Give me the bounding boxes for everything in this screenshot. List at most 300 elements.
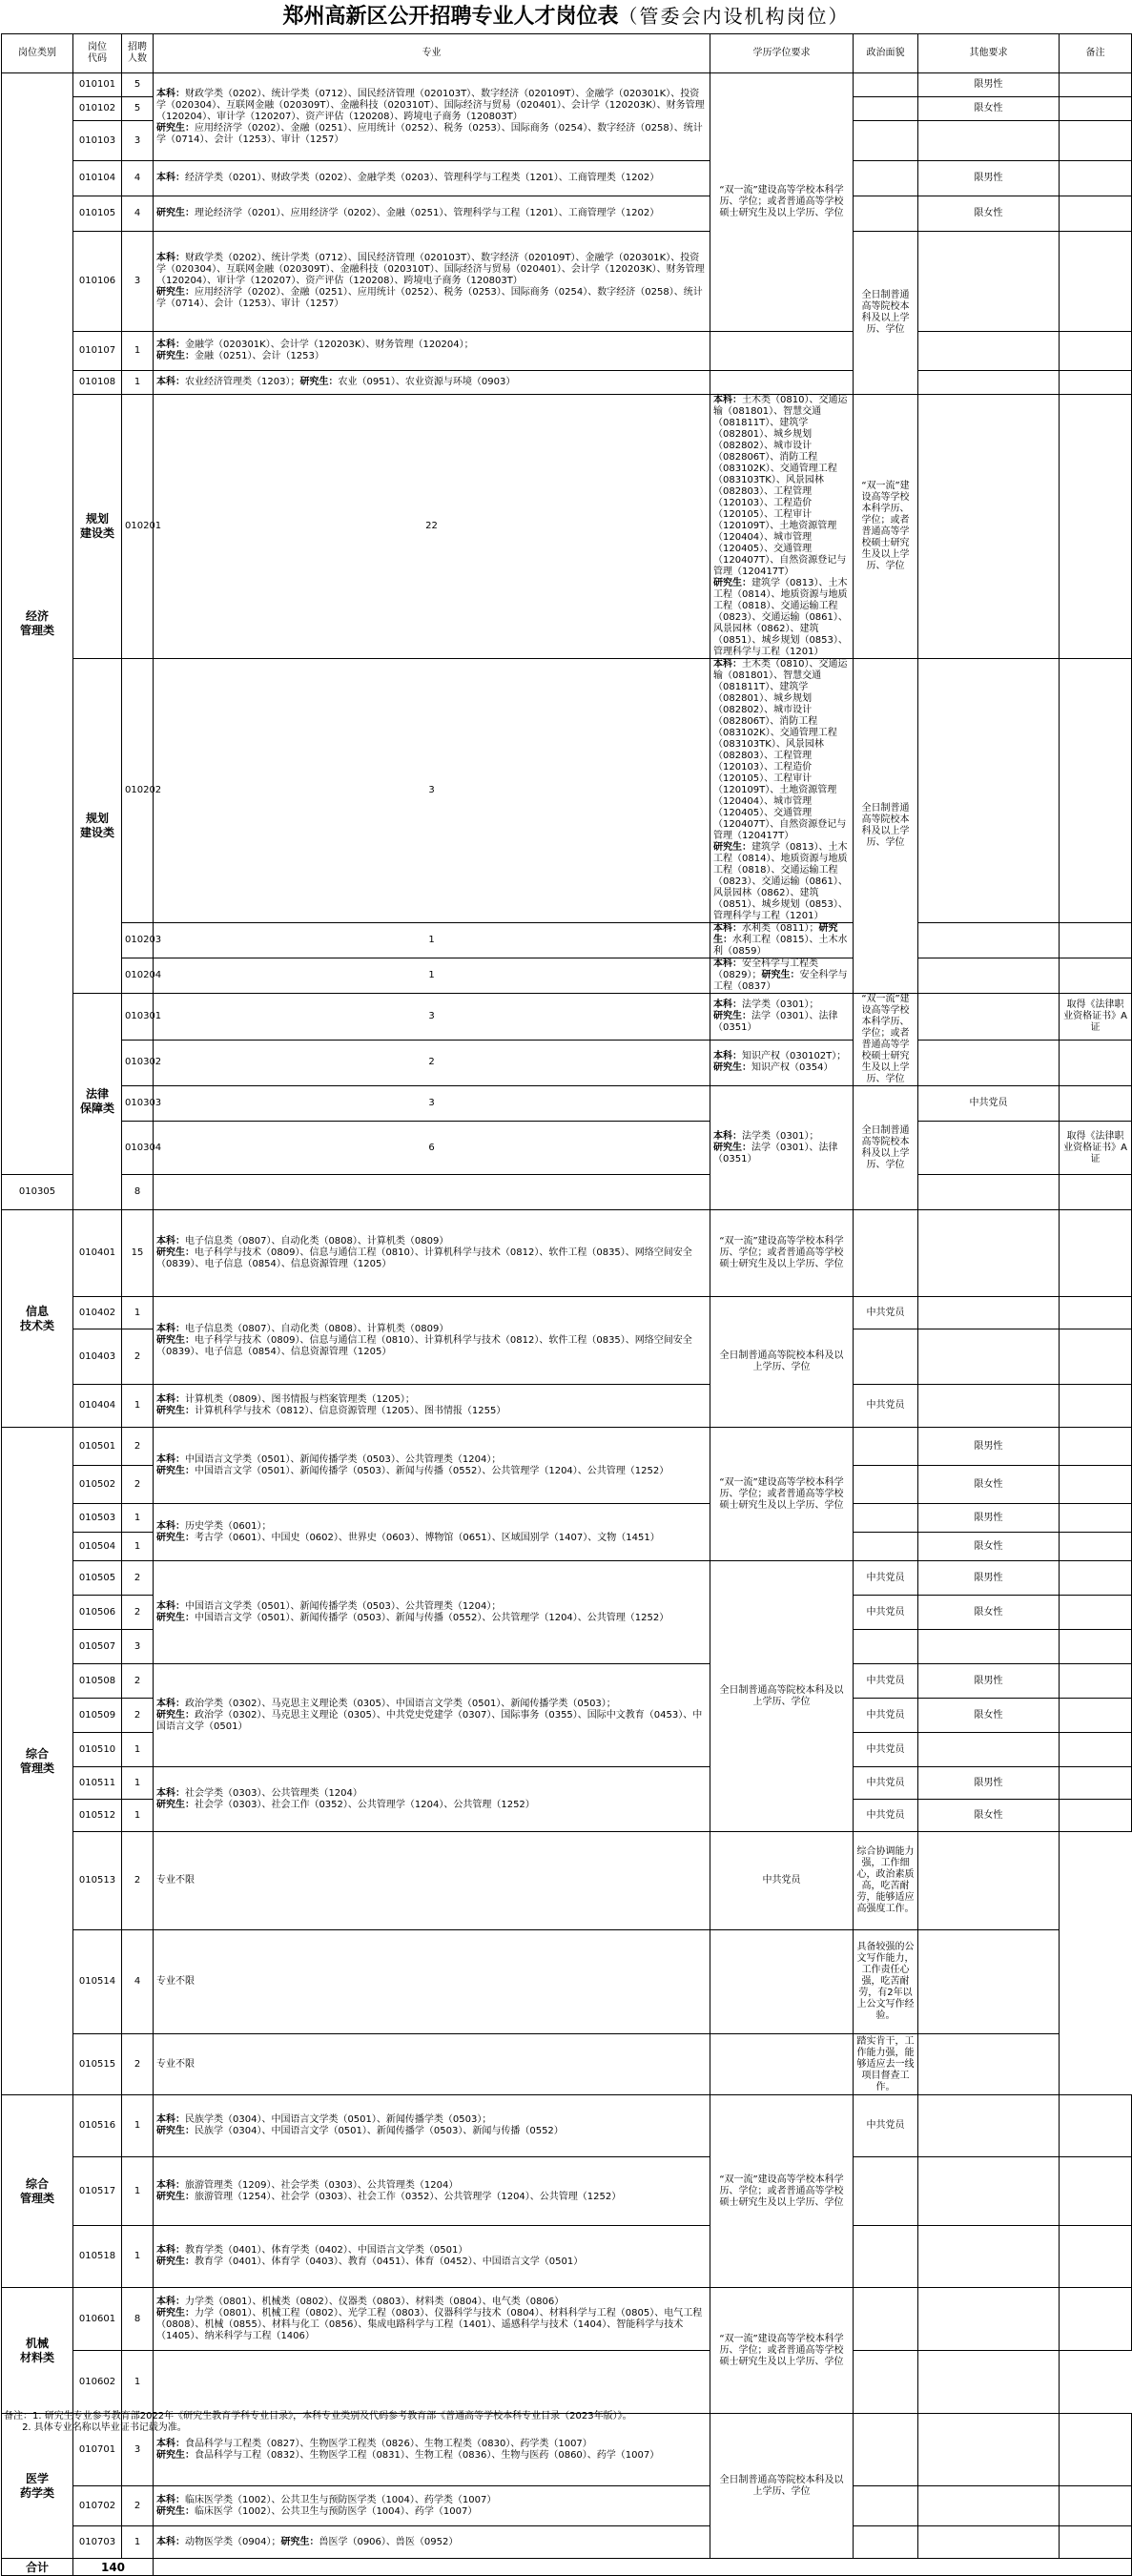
- grad-majors: 理论经济学（0201）、应用经济学（0202）、金融（0251）、管理科学与工程（1201）、工商管理学（1202）: [195, 208, 660, 218]
- table-row: [2, 1832, 1132, 1930]
- political-status: [854, 2414, 918, 2486]
- undergrad-label: 本科：: [713, 395, 742, 405]
- education-requirement: “双一流”建设高等学校本科学历、学位；或者普通高等学校硕士研究生及以上学历、学位: [710, 1428, 854, 1561]
- grad-label: 研究生：: [156, 1334, 195, 1346]
- grad-label: 研究生：: [299, 377, 339, 387]
- undergrad-label: 本科：: [156, 1698, 185, 1709]
- grad-label: 研究生：: [713, 1142, 751, 1153]
- major-cell: [154, 1561, 710, 1664]
- grad-label: 研究生：: [156, 2126, 195, 2136]
- major-cell: [710, 659, 854, 923]
- major-cell: [154, 1767, 710, 1832]
- political-status: [918, 1040, 1060, 1086]
- education-requirement: 全日制普通高等院校本科及以上学历、学位: [710, 1297, 854, 1428]
- remark-cell: [1060, 1800, 1132, 1832]
- remark-cell: [918, 2034, 1060, 2095]
- table-row: [2, 1040, 1132, 1086]
- undergrad-label: 本科：: [713, 1051, 742, 1062]
- undergrad-label: 本科：: [156, 1520, 185, 1532]
- headcount: 4: [122, 1930, 154, 2034]
- other-requirement: [918, 2486, 1060, 2526]
- undergrad-majors: 社会学类（0303）、公共管理类（1204）: [185, 1787, 362, 1799]
- remark-cell: [1060, 121, 1132, 161]
- footnote-2: 2. 具体专业名称以毕业证书记载为准。: [4, 2422, 187, 2433]
- position-code: 010503: [73, 1504, 122, 1533]
- table-row: [2, 232, 1132, 332]
- grad-label: 研究生：: [156, 1532, 195, 1543]
- remark-cell: [918, 1930, 1060, 2034]
- header-row: [2, 34, 1132, 73]
- grad-label: 研究生：: [713, 1010, 751, 1021]
- remark-cell: [1060, 1175, 1132, 1210]
- political-status: 中共党员: [854, 1767, 918, 1800]
- title-main: 郑州高新区公开招聘专业人才岗位表: [282, 4, 619, 29]
- position-code: 010509: [73, 1699, 122, 1733]
- political-status: [918, 232, 1060, 332]
- other-requirement: [918, 2095, 1060, 2157]
- headcount: 6: [154, 1122, 710, 1175]
- position-code: 010506: [73, 1596, 122, 1630]
- position-code: 010204: [122, 958, 154, 994]
- total-label: 合计: [2, 2559, 73, 2576]
- headcount: 1: [122, 1767, 154, 1800]
- political-status: [854, 1428, 918, 1466]
- headcount: 2: [122, 1329, 154, 1385]
- header-remark: 备注: [1060, 34, 1132, 73]
- other-requirement: [918, 1733, 1060, 1767]
- political-status: 中共党员: [854, 1733, 918, 1767]
- table-row: [2, 2486, 1132, 2526]
- table-row: [2, 2288, 1132, 2351]
- table-row: [2, 1428, 1132, 1466]
- other-requirement: 限男性: [918, 1664, 1060, 1699]
- political-status: [854, 2486, 918, 2526]
- education-requirement: “双一流”建设高等学校本科学历、学位；或者普通高等学校硕士研究生及以上学历、学位: [710, 2095, 854, 2288]
- political-status: [854, 97, 918, 121]
- remark-cell: [1060, 73, 1132, 97]
- position-code: 010504: [73, 1533, 122, 1561]
- other-requirement: [918, 1297, 1060, 1329]
- grad-majors: 安全科学与工程（0837）: [713, 970, 848, 992]
- grad-majors: 建筑学（0813）、土木工程（0814）、地质资源与地质工程（0818）、交通运输工程（0823）、交通运输（0861）、风景园林（0862）、建筑（0851）、城乡规划（0853）、管理科学与工程（1201）: [713, 578, 848, 657]
- grad-label: 研究生：: [156, 122, 195, 134]
- grad-label: 研究生：: [156, 2257, 195, 2267]
- category-cell: 规划 建设类: [73, 659, 122, 994]
- grad-majors: 临床医学（1002）、公共卫生与预防医学（1004）、药学（1007）: [195, 2505, 478, 2517]
- remark-cell: [1060, 1385, 1132, 1428]
- position-code: 010104: [73, 161, 122, 196]
- grad-label: 研究生：: [713, 1062, 751, 1074]
- headcount: 1: [122, 2157, 154, 2226]
- political-status: [710, 2034, 854, 2095]
- political-status: [854, 1630, 918, 1664]
- position-code: 010203: [122, 923, 154, 958]
- undergrad-label: 本科：: [156, 1236, 185, 1247]
- major-cell: [154, 2034, 710, 2095]
- table-row: [2, 2034, 1132, 2095]
- political-status: [918, 923, 1060, 958]
- headcount: 1: [122, 1800, 154, 1832]
- undergrad-majors: 财政学类（0202）、统计学类（0712）、国民经济管理（020103T）、数字经济（020109T）、金融学（020301K）、投资学（020304）、互联网金融（020309T）、金融科技（020310T）、国际经济与贸易（020401）、会计学（120203K）、财务管理（120204）、审计学（120207）、资产评估（120208）、跨境电子商务（120803T）: [156, 88, 705, 122]
- education-requirement: 全日制普通高等院校本科及以上学历、学位: [710, 2414, 854, 2559]
- political-status: 中共党员: [854, 1699, 918, 1733]
- grad-majors: 兽医学（0906）、兽医（0952）: [319, 2536, 459, 2547]
- grad-majors: 民族学（0304）、中国语言文学（0501）、新闻传播学（0503）、新闻与传播（0552）: [195, 2126, 564, 2136]
- total-empty: [154, 2559, 1132, 2576]
- category-cell: 规划 建设类: [73, 395, 122, 659]
- grad-label: 研究生：: [156, 1612, 195, 1623]
- headcount: 2: [122, 1699, 154, 1733]
- political-status: [918, 395, 1060, 659]
- headcount: 1: [122, 332, 154, 371]
- position-code: 010507: [73, 1630, 122, 1664]
- undergrad-label: 本科：: [156, 1323, 185, 1334]
- total-row: [2, 2559, 1132, 2576]
- headcount: 4: [122, 161, 154, 196]
- table-row: [2, 1175, 1132, 1210]
- headcount: 1: [122, 2351, 154, 2414]
- other-requirement: [918, 1385, 1060, 1428]
- remark-cell: [1060, 1504, 1132, 1533]
- undergrad-label: 本科：: [156, 253, 185, 263]
- undergrad-label: 本科：: [713, 659, 742, 670]
- major-cell: [710, 395, 854, 659]
- other-requirement: [918, 371, 1060, 395]
- major-cell: [154, 2526, 710, 2559]
- grad-majors: 建筑学（0813）、土木工程（0814）、地质资源与地质工程（0818）、交通运输工程（0823）、交通运输（0861）、风景园林（0862）、建筑（0851）、城乡规划（0853）、管理科学与工程（1201）: [713, 842, 848, 921]
- undergrad-label: 本科：: [156, 340, 185, 350]
- other-requirement: 踏实肯干，工作能力强，能够适应去一线项目督查工作。: [854, 2034, 918, 2095]
- category-cell: 信息 技术类: [2, 1210, 73, 1428]
- headcount: 2: [122, 1664, 154, 1699]
- education-requirement: “双一流”建设高等学校本科学历、学位；或者普通高等学校硕士研究生及以上学历、学位: [710, 1210, 854, 1297]
- remark-cell: [1060, 2486, 1132, 2526]
- header-other: 其他要求: [918, 34, 1060, 73]
- category-cell: 综合 管理类: [2, 2095, 73, 2288]
- grad-majors: 中国语言文学（0501）、新闻传播学（0503）、新闻与传播（0552）、公共管理学（1204）、公共管理（1252）: [195, 1612, 669, 1623]
- other-requirement: [918, 1329, 1060, 1385]
- position-code: 010502: [73, 1466, 122, 1504]
- undergrad-majors: 安全科学与工程类（0829）；: [713, 958, 818, 980]
- major-cell: [154, 2288, 710, 2351]
- major-cell: [154, 1504, 710, 1561]
- grad-majors: 教育学（0401）、体育学（0403）、教育（0451）、体育（0452）、中国语言文学（0501）: [195, 2257, 584, 2267]
- other-requirement: [918, 2526, 1060, 2559]
- position-code: 010108: [73, 371, 122, 395]
- political-status: [854, 1533, 918, 1561]
- grad-label: 研究生：: [156, 1465, 195, 1476]
- grad-majors: 金融（0251）、会计（1253）: [195, 351, 324, 361]
- position-code: 010511: [73, 1767, 122, 1800]
- headcount: 1: [122, 1533, 154, 1561]
- political-status: 中共党员: [854, 1561, 918, 1596]
- political-status: 中共党员: [854, 1297, 918, 1329]
- education-requirement: 全日制普通高等院校本科及以上学历、学位: [710, 1561, 854, 1832]
- remark-cell: [1060, 1329, 1132, 1385]
- undergrad-label: 本科：: [156, 173, 185, 183]
- position-code: 010201: [122, 395, 154, 659]
- other-requirement: [1060, 232, 1132, 332]
- major-cell: [154, 1297, 710, 1385]
- undergrad-label: 本科：: [156, 1600, 185, 1612]
- other-requirement: [1060, 1040, 1132, 1086]
- table-row: [2, 1930, 1132, 2034]
- header-political: 政治面貌: [854, 34, 918, 73]
- table-row: [2, 2351, 1132, 2414]
- major-cell: [154, 2226, 710, 2288]
- positions-table: [1, 33, 1132, 2576]
- table-row: [2, 1385, 1132, 1428]
- grad-label: 研究生：: [156, 1247, 195, 1258]
- undergrad-majors: 中国语言文学类（0501）、新闻传播学类（0503）、公共管理类（1204）；: [185, 1453, 502, 1465]
- other-requirement: 限女性: [918, 1596, 1060, 1630]
- title-sub: （管委会内设机构岗位）: [618, 5, 850, 28]
- header-count: 招聘 人数: [122, 34, 154, 73]
- grad-majors: 农业（0951）、农业资源与环境（0903）: [338, 377, 516, 387]
- undergrad-label: 本科：: [713, 1130, 742, 1142]
- undergrad-label: 本科：: [156, 2536, 185, 2547]
- headcount: 2: [122, 1466, 154, 1504]
- remark-cell: [1060, 1210, 1132, 1297]
- remark-cell: [1060, 371, 1132, 395]
- undergrad-majors: 土木类（0810）、交通运输（081801）、智慧交通（081811T）、建筑学（082801）、城乡规划（082802）、城市设计（082806T）、消防工程（083102K）、交通管理工程（083103TK）、风景园林（082803）、工程管理（120103）、工程造价（120105）、工程审计（120109T）、土地资源管理（120404）、城市管理（120405）、交通管理（120407T）、自然资源登记与管理（120417T）: [713, 659, 848, 841]
- other-requirement: 限女性: [918, 196, 1060, 232]
- undergrad-majors: 教育学类（0401）、体育学类（0402）、中国语言文学类（0501）: [185, 2245, 468, 2256]
- grad-majors: 法学（0301）、法律（0351）: [713, 1010, 838, 1033]
- undergrad-label: 本科：: [156, 377, 185, 387]
- other-requirement: [1060, 659, 1132, 923]
- remark-cell: [1060, 1466, 1132, 1504]
- undergrad-majors: 历史学类（0601）；: [185, 1520, 272, 1532]
- position-code: 010202: [122, 659, 154, 923]
- major-cell: [710, 923, 854, 958]
- headcount: 22: [154, 395, 710, 659]
- grad-majors: 力学（0801）、机械工程（0802）、光学工程（0803）、仪器科学与技术（0804）、材料科学与工程（0805）、电气工程（0808）、机械（0855）、材料与化工（0856）、集成电路科学与工程（1401）、遥感科学与技术（1404）、智能科学与技术（1405）、纳米科学与工程（1406）: [156, 2307, 703, 2341]
- headcount: 4: [122, 196, 154, 232]
- major-cell: [154, 1832, 710, 1930]
- undergrad-label: 本科：: [156, 2296, 185, 2307]
- header-category: 岗位类别: [2, 34, 73, 73]
- political-status: 中共党员: [918, 1086, 1060, 1122]
- headcount: 3: [154, 659, 710, 923]
- major-cell: [154, 1664, 710, 1767]
- undergrad-majors: 民族学类（0304）、中国语言文学类（0501）、新闻传播学类（0503）；: [185, 2114, 492, 2125]
- political-status: 中共党员: [854, 1385, 918, 1428]
- undergrad-majors: 力学类（0801）、机械类（0802）、仪器类（0803）、材料类（0804）、电气类（0806）: [185, 2296, 565, 2307]
- undergrad-majors: 水利类（0811）；: [742, 923, 819, 934]
- headcount: 1: [122, 1385, 154, 1428]
- education-requirement: 全日制普通高等院校本科及以上学历、学位: [854, 232, 918, 395]
- political-status: [154, 2351, 710, 2414]
- headcount: 3: [122, 1630, 154, 1664]
- remark-cell: [1060, 161, 1132, 196]
- grad-majors: 计算机科学与技术（0812）、信息资源管理（1205）、图书情报（1255）: [195, 1406, 506, 1416]
- political-status: [854, 1329, 918, 1385]
- headcount: 2: [122, 2486, 154, 2526]
- major-cell: [710, 994, 854, 1041]
- other-requirement: 取得《法律职业资格证书》A证: [1060, 1122, 1132, 1175]
- category-cell: 经济 管理类: [2, 73, 73, 1175]
- position-code: 010505: [73, 1561, 122, 1596]
- grad-label: 研究生：: [156, 1709, 195, 1721]
- grad-majors: 食品科学与工程（0832）、生物医学工程（0831）、生物工程（0836）、生物与医药（0860）、药学（1007）: [195, 2449, 660, 2461]
- grad-label: 研究生：: [156, 2307, 195, 2318]
- other-requirement: 限女性: [918, 1800, 1060, 1832]
- other-requirement: [918, 1175, 1060, 1210]
- other-requirement: [1060, 395, 1132, 659]
- other-requirement: 限女性: [918, 1533, 1060, 1561]
- education-requirement: 全日制普通高等院校本科及以上学历、学位: [854, 659, 918, 994]
- headcount: 5: [122, 97, 154, 121]
- position-code: 010601: [73, 2288, 122, 2351]
- undergrad-majors: 计算机类（0809）、图书情报与档案管理类（1205）；: [185, 1394, 415, 1405]
- grad-label: 研究生：: [156, 1799, 195, 1810]
- grad-majors: 水利工程（0815）、土木水利（0859）: [713, 935, 848, 957]
- other-requirement: 限男性: [918, 161, 1060, 196]
- other-requirement: [918, 2414, 1060, 2486]
- table-row: [2, 994, 1132, 1041]
- remark-cell: [1060, 2226, 1132, 2288]
- headcount: 2: [122, 2034, 154, 2095]
- undergrad-majors: 农业经济管理类（1203）；: [185, 377, 300, 387]
- category-cell: 综合 管理类: [2, 1428, 73, 2095]
- headcount: 5: [122, 73, 154, 97]
- major-cell: [154, 371, 710, 395]
- political-status: [918, 994, 1060, 1041]
- other-requirement: [918, 1210, 1060, 1297]
- table-row: [2, 923, 1132, 958]
- table-row: [2, 1086, 1132, 1122]
- grad-majors: 应用经济学（0202）、金融（0251）、应用统计（0252）、税务（0253）、国际商务（0254）、数字经济（0258）、统计学（0714）、会计（1253）、审计（1257）: [156, 122, 703, 145]
- grad-label: 研究生：: [156, 351, 195, 361]
- footnotes: [4, 2411, 632, 2434]
- headcount: 8: [122, 2288, 154, 2351]
- political-status: [710, 332, 854, 371]
- grad-majors: 政治学（0302）、马克思主义理论（0305）、中共党史党建学（0307）、国际事务（0355）、国际中文教育（0453）、中国语言文学（0501）: [156, 1709, 703, 1732]
- position-code: 010105: [73, 196, 122, 232]
- major-cell: [154, 1385, 710, 1428]
- grad-label: 研究生：: [156, 208, 195, 218]
- grad-majors: 应用经济学（0202）、金融（0251）、应用统计（0252）、税务（0253）、国际商务（0254）、数字经济（0258）、统计学（0714）、会计（1253）、审计（1257）: [156, 287, 703, 309]
- position-code: 010101: [73, 73, 122, 97]
- undergrad-majors: 财政学类（0202）、统计学类（0712）、国民经济管理（020103T）、数字经济（020109T）、金融学（020301K）、投资学（020304）、互联网金融（020309T）、金融科技（020310T）、国际经济与贸易（020401）、会计学（120203K）、财务管理（120204）、审计学（120207）、资产评估（120208）、跨境电子商务（120803T）: [156, 253, 705, 286]
- remark-cell: [1060, 1664, 1132, 1699]
- major-text: 专业不限: [156, 1875, 195, 1886]
- undergrad-majors: 土木类（0810）、交通运输（081801）、智慧交通（081811T）、建筑学（082801）、城乡规划（082802）、城市设计（082806T）、消防工程（083102K）、交通管理工程（083103TK）、风景园林（082803）、工程管理（120103）、工程造价（120105）、工程审计（120109T）、土地资源管理（120404）、城市管理（120405）、交通管理（120407T）、自然资源登记与管理（120417T）: [713, 395, 848, 577]
- undergrad-majors: 旅游管理类（1209）、社会学类（0303）、公共管理类（1204）: [185, 2179, 459, 2191]
- major-cell: [154, 232, 710, 332]
- headcount: 1: [122, 1733, 154, 1767]
- remark-cell: [1060, 2095, 1132, 2157]
- remark-cell: [918, 2351, 1060, 2414]
- major-cell: [154, 332, 710, 371]
- other-requirement: [1060, 923, 1132, 958]
- position-code: 010702: [73, 2486, 122, 2526]
- political-status: [854, 161, 918, 196]
- headcount: 8: [122, 1175, 154, 1210]
- political-status: [918, 958, 1060, 994]
- page-title: [0, 0, 1132, 32]
- grad-label: 研究生：: [156, 2505, 195, 2517]
- major-cell: [154, 1428, 710, 1504]
- header-edu: 学历学位要求: [710, 34, 854, 73]
- position-code: 010402: [73, 1297, 122, 1329]
- headcount: 3: [154, 994, 710, 1041]
- table-row: [2, 1210, 1132, 1297]
- undergrad-label: 本科：: [156, 2114, 185, 2125]
- political-status: [854, 2157, 918, 2226]
- position-code: 010512: [73, 1800, 122, 1832]
- major-cell: [154, 73, 710, 161]
- remark-cell: [1060, 1596, 1132, 1630]
- other-requirement: 取得《法律职业资格证书》A证: [1060, 994, 1132, 1041]
- remark-cell: [918, 1832, 1060, 1930]
- major-cell: [154, 1210, 710, 1297]
- grad-majors: 中国语言文学（0501）、新闻传播学（0503）、新闻与传播（0552）、公共管理学（1204）、公共管理（1252）: [195, 1465, 669, 1476]
- other-requirement: 限男性: [918, 1428, 1060, 1466]
- header-code: 岗位 代码: [73, 34, 122, 73]
- other-requirement: 限女性: [918, 97, 1060, 121]
- headcount: 1: [122, 2226, 154, 2288]
- table-row: [2, 196, 1132, 232]
- undergrad-label: 本科：: [156, 2494, 185, 2505]
- major-text: 专业不限: [156, 1976, 195, 1987]
- footnote-1: 备注：1. 研究生专业参考教育部2022年《研究生教育学科专业目录》，本科专业类别及代码参考教育部《普通高等学校本科专业目录（2023年版）》。: [4, 2411, 632, 2421]
- remark-cell: [1060, 1297, 1132, 1329]
- headcount: 1: [122, 1297, 154, 1329]
- headcount: 1: [122, 371, 154, 395]
- headcount: 2: [122, 1832, 154, 1930]
- political-status: [854, 196, 918, 232]
- grad-label: 研究生：: [156, 2449, 195, 2461]
- undergrad-majors: 中国语言文学类（0501）、新闻传播学类（0503）、公共管理类（1204）；: [185, 1600, 502, 1612]
- grad-majors: 电子科学与技术（0809）、信息与通信工程（0810）、计算机科学与技术（0812）、软件工程（0835）、网络空间安全（0839）、电子信息（0854）、信息资源管理（1205）: [156, 1334, 692, 1357]
- table-row: [2, 1561, 1132, 1596]
- table-row: [2, 659, 1132, 923]
- headcount: 15: [122, 1210, 154, 1297]
- political-status: [854, 1466, 918, 1504]
- position-code: 010602: [73, 2351, 122, 2414]
- political-status: [854, 2288, 918, 2351]
- undergrad-label: 本科：: [156, 1394, 185, 1405]
- position-code: 010103: [73, 121, 122, 161]
- undergrad-label: 本科：: [156, 2438, 185, 2449]
- political-status: [710, 1930, 854, 2034]
- headcount: 2: [122, 1596, 154, 1630]
- position-code: 010404: [73, 1385, 122, 1428]
- position-code: 010106: [73, 232, 122, 332]
- position-code: 010703: [73, 2526, 122, 2559]
- headcount: 3: [122, 121, 154, 161]
- grad-majors: 电子科学与技术（0809）、信息与通信工程（0810）、计算机科学与技术（0812）、软件工程（0835）、网络空间安全（0839）、电子信息（0854）、信息资源管理（1205）: [156, 1247, 692, 1269]
- grad-majors: 社会学（0303）、社会工作（0352）、公共管理学（1204）、公共管理（1252）: [195, 1799, 535, 1810]
- undergrad-majors: 政治学类（0302）、马克思主义理论类（0305）、中国语言文学类（0501）、新闻传播学类（0503）；: [185, 1698, 616, 1709]
- headcount: 1: [154, 958, 710, 994]
- position-code: 010515: [73, 2034, 122, 2095]
- political-status: [710, 371, 854, 395]
- position-code: 010102: [73, 97, 122, 121]
- political-status: 中共党员: [854, 2095, 918, 2157]
- other-requirement: [1060, 958, 1132, 994]
- remark-cell: [1060, 2157, 1132, 2226]
- position-code: 010107: [73, 332, 122, 371]
- other-requirement: [918, 121, 1060, 161]
- table-row: [2, 2526, 1132, 2559]
- position-code: 010301: [122, 994, 154, 1041]
- grad-label: 研究生：: [156, 1406, 195, 1416]
- headcount: 2: [122, 1428, 154, 1466]
- remark-cell: [1060, 1767, 1132, 1800]
